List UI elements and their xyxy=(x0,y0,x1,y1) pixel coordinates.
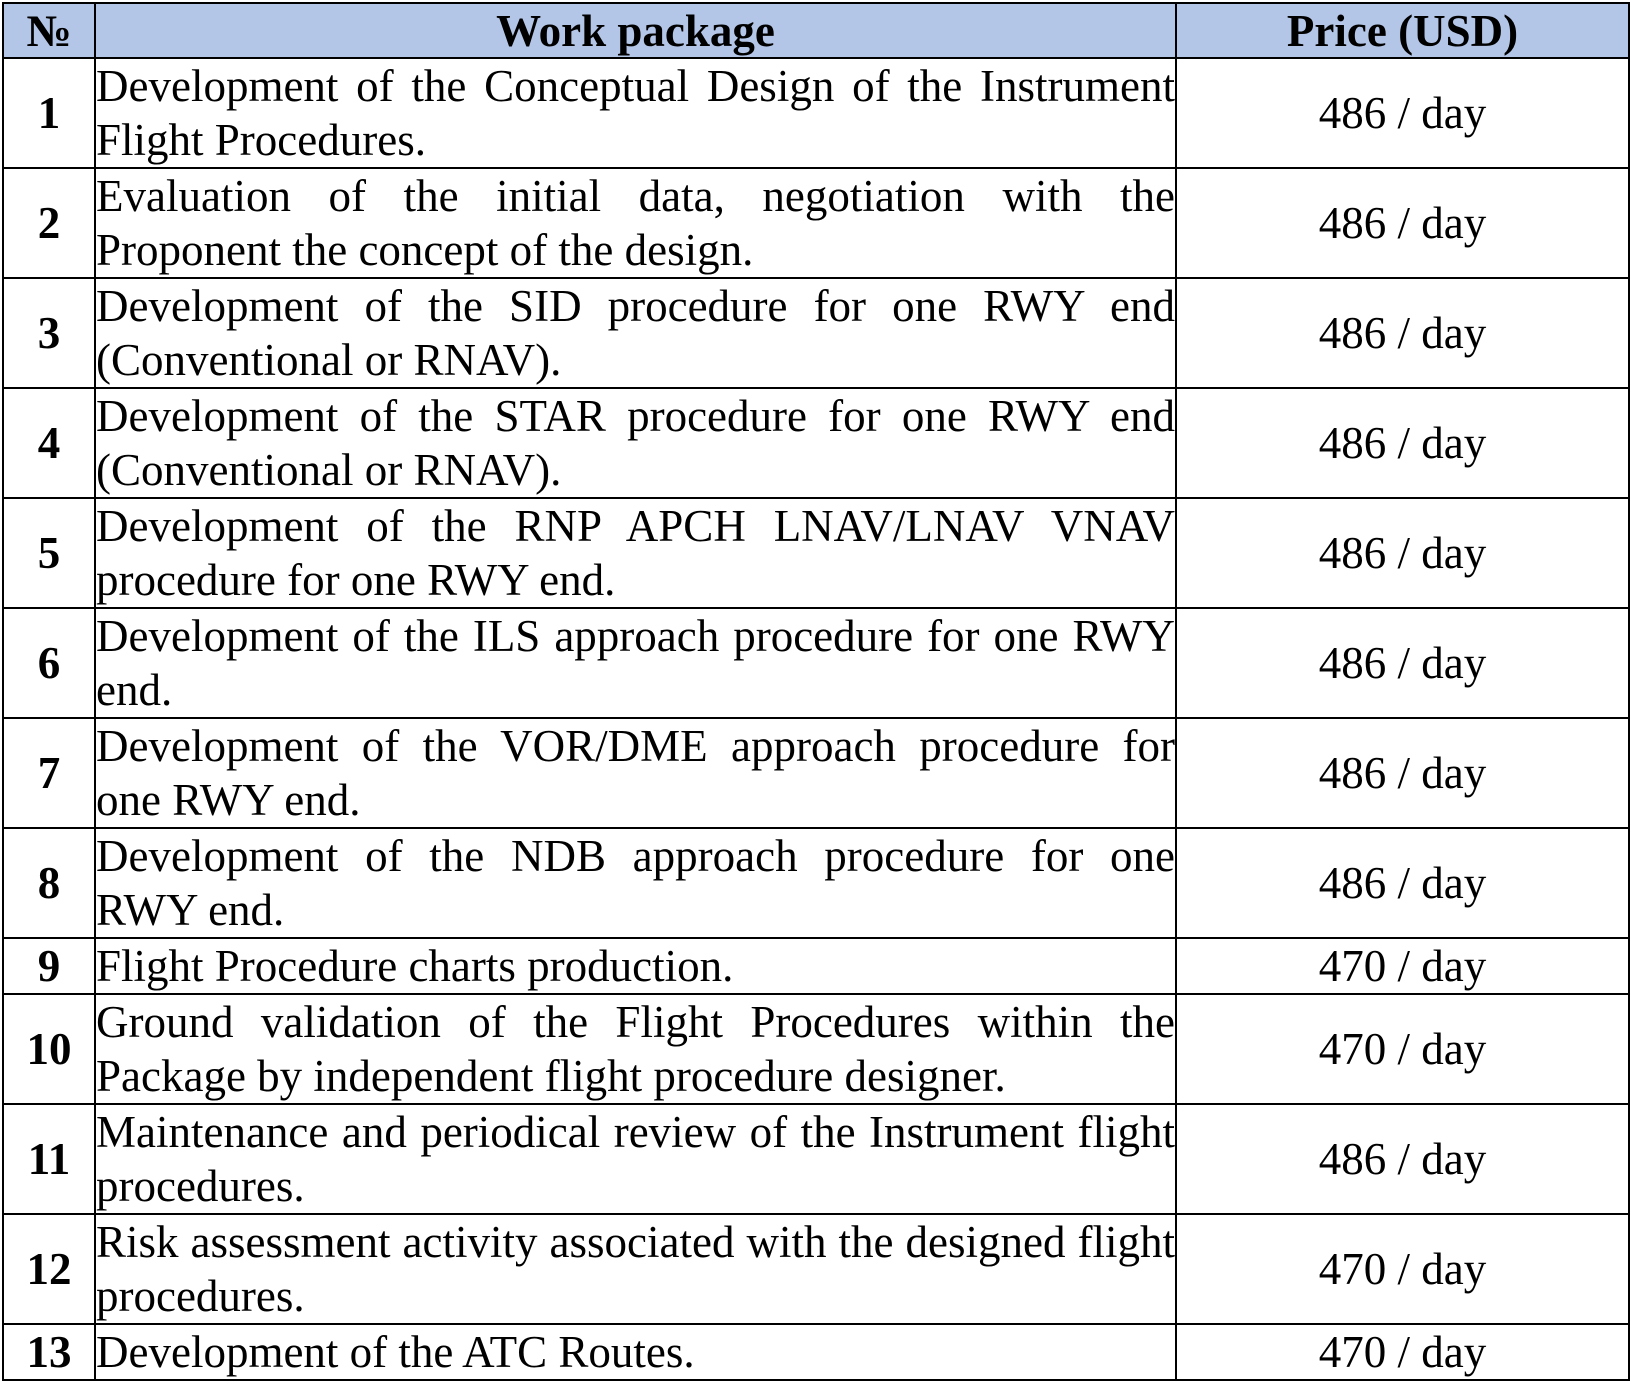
price-cell: 486 / day xyxy=(1176,608,1629,718)
table-row xyxy=(3,718,1629,828)
price-cell: 486 / day xyxy=(1176,1104,1629,1214)
work-package-cell: Evaluation of the initial data, negotiation with the Proponent the concept of the design. xyxy=(95,168,1176,278)
table-row xyxy=(3,388,1629,498)
work-package-cell: Ground validation of the Flight Procedures within the Package by independent flight procedure designer. xyxy=(95,994,1176,1104)
table-row xyxy=(3,1214,1629,1324)
header-price: Price (USD) xyxy=(1176,3,1629,58)
work-package-cell: Maintenance and periodical review of the Instrument flight procedures. xyxy=(95,1104,1176,1214)
row-number: 11 xyxy=(3,1104,95,1214)
work-package-cell: Development of the ATC Routes. xyxy=(95,1324,1176,1380)
row-number: 5 xyxy=(3,498,95,608)
price-cell: 486 / day xyxy=(1176,388,1629,498)
work-package-cell: Risk assessment activity associated with the designed flight procedures. xyxy=(95,1214,1176,1324)
work-package-cell: Development of the STAR procedure for one RWY end (Conventional or RNAV). xyxy=(95,388,1176,498)
work-package-cell: Development of the SID procedure for one RWY end (Conventional or RNAV). xyxy=(95,278,1176,388)
table-row xyxy=(3,938,1629,994)
row-number: 4 xyxy=(3,388,95,498)
row-number: 6 xyxy=(3,608,95,718)
row-number: 8 xyxy=(3,828,95,938)
price-cell: 470 / day xyxy=(1176,938,1629,994)
header-work-package: Work package xyxy=(95,3,1176,58)
row-number: 13 xyxy=(3,1324,95,1380)
work-package-cell: Development of the Conceptual Design of the Instrument Flight Procedures. xyxy=(95,58,1176,168)
table-row xyxy=(3,828,1629,938)
price-cell: 486 / day xyxy=(1176,498,1629,608)
row-number: 9 xyxy=(3,938,95,994)
price-cell: 470 / day xyxy=(1176,1324,1629,1380)
table-row xyxy=(3,498,1629,608)
price-cell: 486 / day xyxy=(1176,828,1629,938)
work-package-cell: Development of the RNP APCH LNAV/LNAV VNAV procedure for one RWY end. xyxy=(95,498,1176,608)
table-row xyxy=(3,1324,1629,1380)
price-cell: 486 / day xyxy=(1176,718,1629,828)
table-row xyxy=(3,168,1629,278)
row-number: 7 xyxy=(3,718,95,828)
header-row xyxy=(3,3,1629,58)
work-package-cell: Development of the VOR/DME approach procedure for one RWY end. xyxy=(95,718,1176,828)
work-package-cell: Development of the NDB approach procedure for one RWY end. xyxy=(95,828,1176,938)
price-cell: 486 / day xyxy=(1176,278,1629,388)
row-number: 1 xyxy=(3,58,95,168)
table-row xyxy=(3,994,1629,1104)
row-number: 10 xyxy=(3,994,95,1104)
price-cell: 470 / day xyxy=(1176,994,1629,1104)
row-number: 3 xyxy=(3,278,95,388)
table-row xyxy=(3,608,1629,718)
work-package-cell: Development of the ILS approach procedure for one RWY end. xyxy=(95,608,1176,718)
price-cell: 486 / day xyxy=(1176,168,1629,278)
price-table xyxy=(2,2,1630,1381)
work-package-cell: Flight Procedure charts production. xyxy=(95,938,1176,994)
table-row xyxy=(3,278,1629,388)
price-cell: 470 / day xyxy=(1176,1214,1629,1324)
row-number: 2 xyxy=(3,168,95,278)
header-number: № xyxy=(3,3,95,58)
row-number: 12 xyxy=(3,1214,95,1324)
table-row xyxy=(3,58,1629,168)
price-cell: 486 / day xyxy=(1176,58,1629,168)
table-row xyxy=(3,1104,1629,1214)
